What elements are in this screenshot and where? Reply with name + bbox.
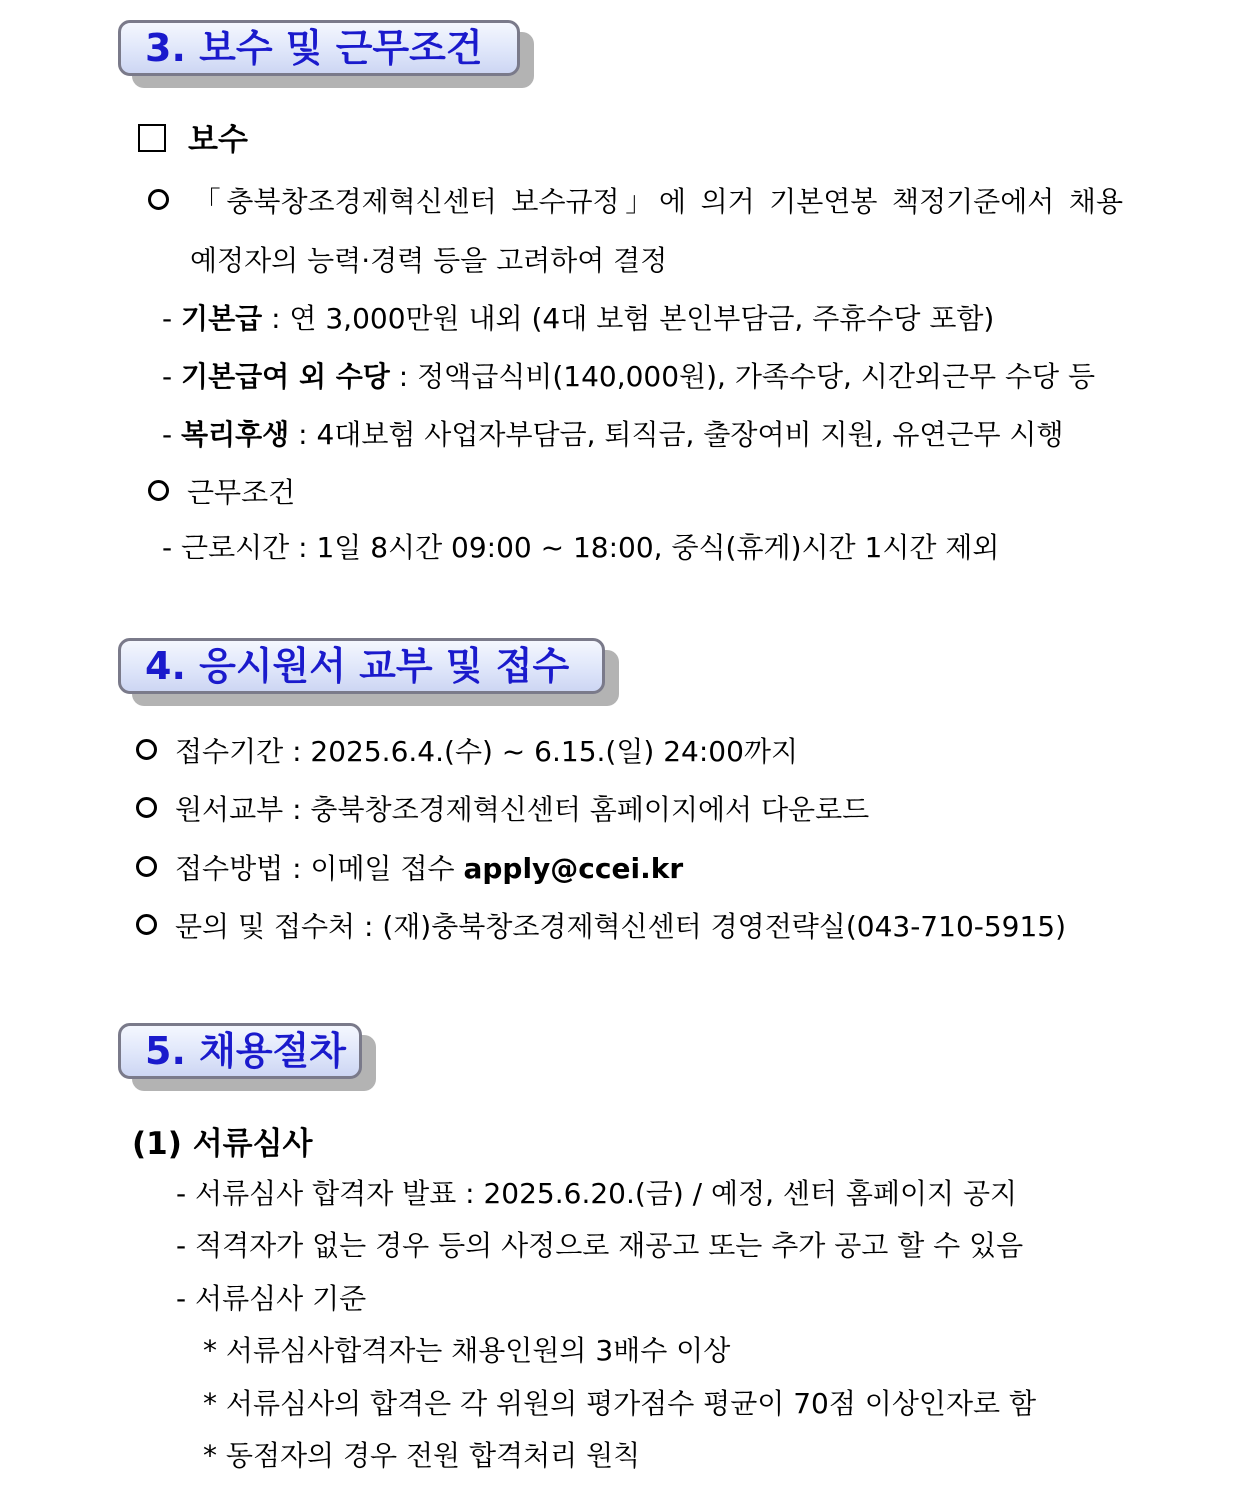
work-hours-text: 근로시간 : 1일 8시간 09:00 ~ 18:00, 중식(휴게)시간 1시간 제외 xyxy=(181,531,1000,564)
allowance-row: - 기본급여 외 수당 : 정액급식비(140,000원), 가족수당, 시간외근무 수당 등 xyxy=(162,360,1095,393)
section-4-heading-text: 4. 응시원서 교부 및 접수 xyxy=(145,644,570,688)
doc-review-item-text: 적격자가 없는 경우 등의 사정으로 재공고 또는 추가 공고 할 수 있음 xyxy=(195,1229,1024,1262)
work-hours-row: - 근로시간 : 1일 8시간 09:00 ~ 18:00, 중식(휴게)시간 1시간 제외 xyxy=(162,531,1000,564)
base-pay-label: 기본급 xyxy=(181,302,263,335)
circle-bullet-icon xyxy=(148,480,169,501)
criteria-item: * 서류심사합격자는 채용인원의 3배수 이상 xyxy=(203,1334,731,1367)
pay-title xyxy=(138,118,248,162)
welfare-text: : 4대보험 사업자부담금, 퇴직금, 출장여비 지원, 유연근무 시행 xyxy=(289,418,1064,451)
section-3-heading xyxy=(118,20,520,76)
work-conditions-bullet xyxy=(148,473,295,513)
criteria-item-text: 동점자의 경우 전원 합격처리 원칙 xyxy=(225,1439,641,1472)
criteria-item-text: 서류심사합격자는 채용인원의 3배수 이상 xyxy=(225,1334,731,1367)
section-3-heading-text: 3. 보수 및 근무조건 xyxy=(145,26,483,70)
contact-text: 문의 및 접수처 : (재)충북창조경제혁신센터 경영전략실(043-710-5915) xyxy=(175,910,1067,943)
pay-title-text: 보수 xyxy=(188,122,248,158)
doc-review-title: (1) 서류심사 xyxy=(132,1126,313,1162)
welfare-label: 복리후생 xyxy=(181,418,290,451)
distribution-row xyxy=(136,790,869,830)
heading-box xyxy=(118,1023,362,1079)
allowance-label: 기본급여 외 수당 xyxy=(181,360,390,393)
period-text: 접수기간 : 2025.6.4.(수) ~ 6.15.(일) 24:00까지 xyxy=(175,735,799,768)
doc-review-item: - 서류심사 합격자 발표 : 2025.6.20.(금) / 예정, 센터 홈페이지 공지 xyxy=(176,1177,1018,1210)
criteria-item: * 서류심사의 합격은 각 위원의 평가점수 평균이 70점 이상인자로 함 xyxy=(203,1387,1036,1420)
method-row xyxy=(136,849,683,889)
criteria-item-text: 서류심사의 합격은 각 위원의 평가점수 평균이 70점 이상인자로 함 xyxy=(225,1387,1036,1420)
doc-review-item: - 서류심사 기준 xyxy=(176,1282,367,1315)
section-4-heading xyxy=(118,638,605,694)
criteria-item: * 동점자의 경우 전원 합격처리 원칙 xyxy=(203,1439,641,1472)
pay-bullet-line1-text: 「충북창조경제혁신센터 보수규정」에 의거 기본연봉 책정기준에서 채용 xyxy=(187,185,1123,218)
contact-row xyxy=(136,907,1066,947)
method-text: 접수방법 : 이메일 접수 xyxy=(175,852,464,885)
circle-bullet-icon xyxy=(136,914,157,935)
distribution-text: 원서교부 : 충북창조경제혁신센터 홈페이지에서 다운로드 xyxy=(175,793,870,826)
circle-bullet-icon xyxy=(136,739,157,760)
welfare-row: - 복리후생 : 4대보험 사업자부담금, 퇴직금, 출장여비 지원, 유연근무 시행 xyxy=(162,418,1064,451)
work-conditions-text: 근무조건 xyxy=(187,476,296,509)
doc-review-item-text: 서류심사 합격자 발표 : 2025.6.20.(금) / 예정, 센터 홈페이지 공지 xyxy=(195,1177,1018,1210)
section-5-heading xyxy=(118,1023,362,1079)
heading-box xyxy=(118,638,605,694)
base-pay-row: - 기본급 : 연 3,000만원 내외 (4대 보험 본인부담금, 주휴수당 포함) xyxy=(162,302,995,335)
heading-box xyxy=(118,20,520,76)
pay-bullet-line2: 예정자의 능력·경력 등을 고려하여 결정 xyxy=(190,244,668,277)
base-pay-text: : 연 3,000만원 내외 (4대 보험 본인부담금, 주휴수당 포함) xyxy=(262,302,995,335)
allowance-text: : 정액급식비(140,000원), 가족수당, 시간외근무 수당 등 xyxy=(389,360,1095,393)
doc-review-item-text: 서류심사 기준 xyxy=(195,1282,367,1315)
circle-bullet-icon xyxy=(136,856,157,877)
pay-bullet-line1 xyxy=(148,182,1123,222)
square-bullet-icon xyxy=(138,124,166,152)
email-address[interactable]: apply@ccei.kr xyxy=(463,852,684,885)
circle-bullet-icon xyxy=(136,797,157,818)
section-5-heading-text: 5. 채용절차 xyxy=(145,1029,346,1073)
circle-bullet-icon xyxy=(148,189,169,210)
period-row xyxy=(136,732,798,772)
doc-review-item: - 적격자가 없는 경우 등의 사정으로 재공고 또는 추가 공고 할 수 있음 xyxy=(176,1229,1024,1262)
